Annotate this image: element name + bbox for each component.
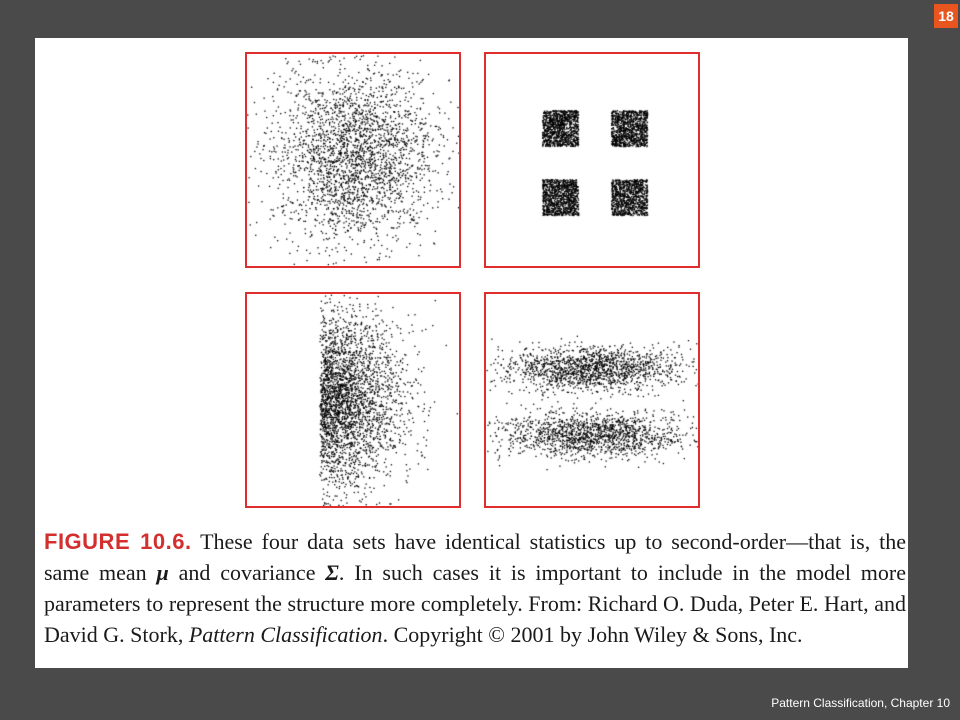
scatter-panel-skewed-edge xyxy=(245,292,461,508)
scatter-panel-four-squares xyxy=(484,52,700,268)
sigma-symbol: Σ xyxy=(325,560,339,585)
scatter-canvas-four-squares xyxy=(486,54,698,266)
scatter-canvas-skewed-edge xyxy=(247,294,459,506)
footer-text: Pattern Classification, Chapter 10 xyxy=(771,696,950,710)
caption-text-2: and covariance xyxy=(168,560,326,585)
slide-content xyxy=(35,38,908,668)
scatter-canvas-gaussian-blob xyxy=(247,54,459,266)
scatter-panel-gaussian-blob xyxy=(245,52,461,268)
caption-text-1: These four data sets have identical statistics up to second-order—that is, the same mean xyxy=(44,529,906,585)
page-number-badge: 18 xyxy=(934,4,958,28)
caption-text-3: . In such cases it is important to include in the model more parameters to represent the structure more completely. From: Richard O. Duda, Peter E. Hart, and David G. Stork, xyxy=(44,560,906,647)
scatter-canvas-two-bands xyxy=(486,294,698,506)
figure-caption xyxy=(44,526,906,650)
book-title: Pattern Classification xyxy=(188,622,383,647)
figure-label: FIGURE 10.6. xyxy=(44,529,192,554)
caption-text-4: . Copyright © 2001 by John Wiley & Sons, Inc. xyxy=(382,622,803,647)
scatter-panel-two-bands xyxy=(484,292,700,508)
mu-symbol: μ xyxy=(156,560,169,585)
